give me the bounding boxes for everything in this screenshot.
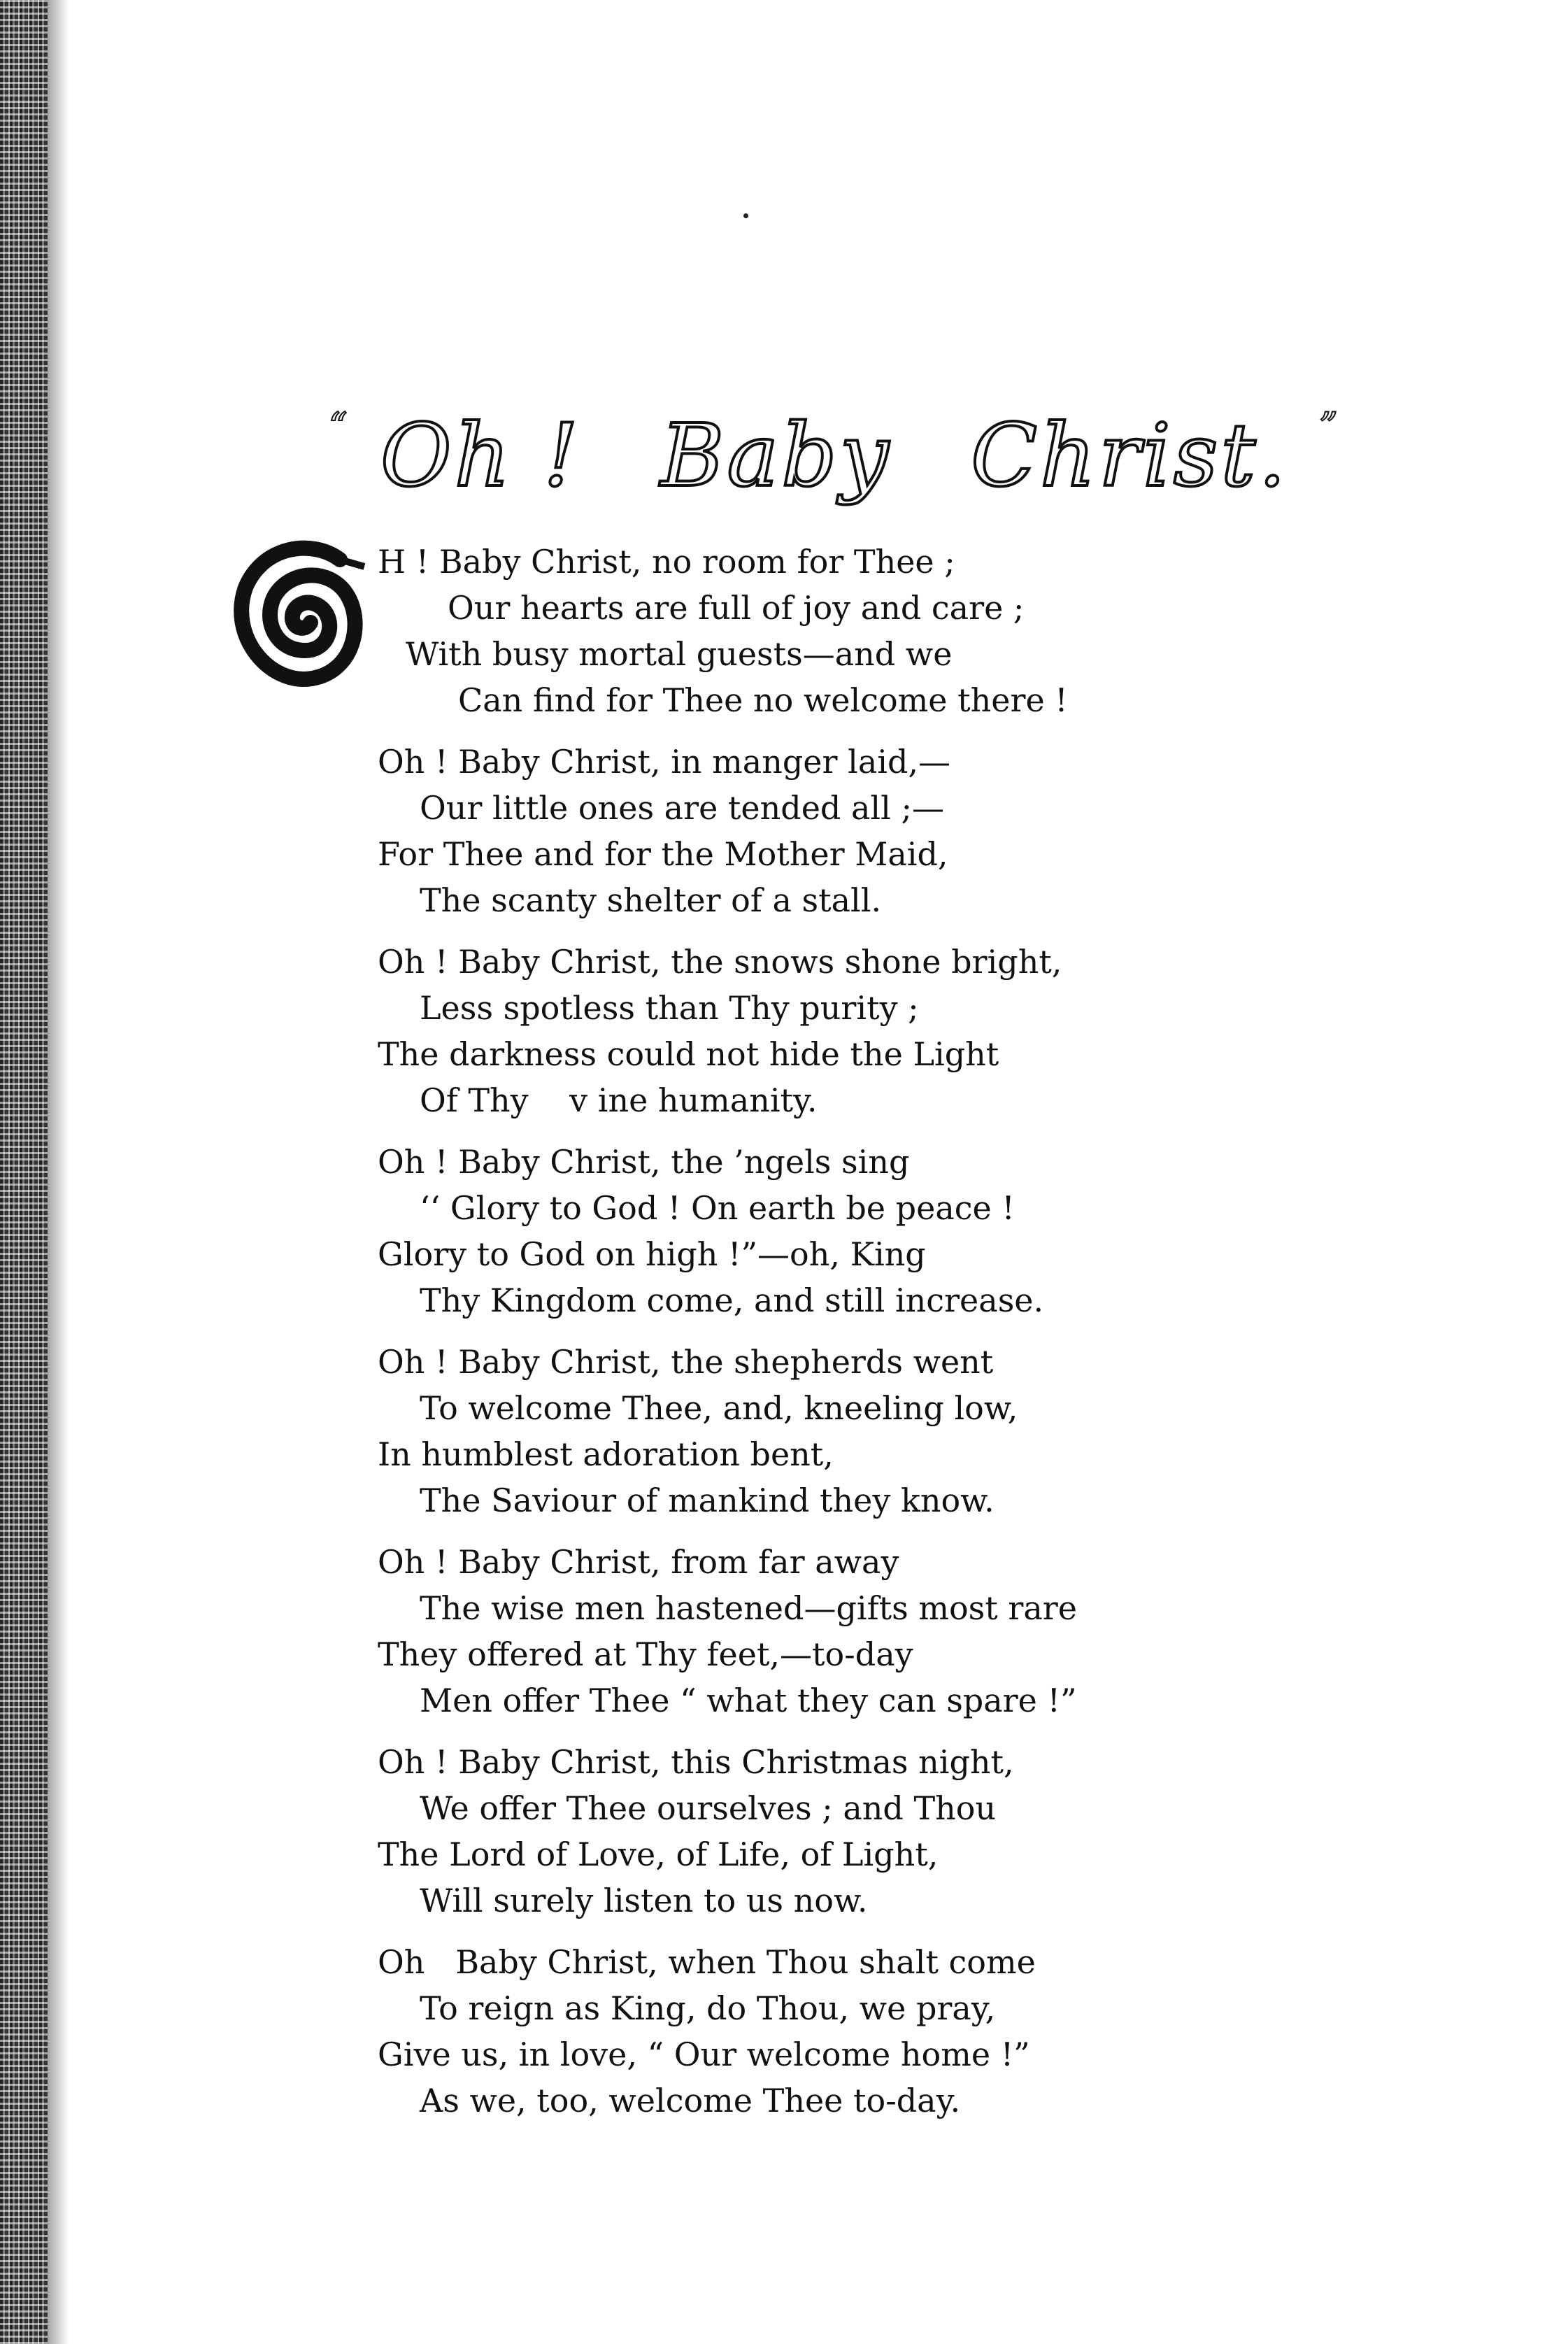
stanza-5: [378, 1339, 1469, 1523]
poem-line: Glory to God on high !”—oh, King: [378, 1235, 926, 1273]
poem-line: H ! Baby Christ, no room for Thee ;: [378, 543, 955, 581]
poem-line: Less spotless than Thy purity ;: [420, 989, 919, 1027]
title-close-quote: ”: [1319, 406, 1341, 448]
stanza-7: [378, 1739, 1469, 1924]
poem-line: The darkness could not hide the Light: [378, 1035, 999, 1073]
poem-line: Our hearts are full of joy and care ;: [448, 589, 1025, 627]
poem-line: They offered at Thy feet,—to-day: [378, 1635, 913, 1673]
speck-mark: [743, 213, 748, 218]
stanza-3: [378, 939, 1469, 1123]
poem-line: ‘‘ Glory to God ! On earth be peace !: [420, 1189, 1015, 1227]
title-word-baby: Baby: [660, 406, 892, 506]
poem-line: Oh ! Baby Christ, this Christmas night,: [378, 1743, 1014, 1781]
poem-line: Oh ! Baby Christ, the ’ngels sing: [378, 1143, 910, 1181]
title-open-quote: “: [329, 406, 350, 448]
poem-line: The Saviour of mankind they know.: [420, 1482, 995, 1519]
poem-line: To welcome Thee, and, kneeling low,: [420, 1389, 1018, 1427]
poem-line: Give us, in love, “ Our welcome home !”: [378, 2036, 1030, 2073]
stanza-6: [378, 1539, 1469, 1724]
poem-line: Oh Baby Christ, when Thou shalt come: [378, 1943, 1036, 1981]
poem-line: Oh ! Baby Christ, in manger laid,—: [378, 743, 951, 781]
poem-title: [329, 406, 1341, 525]
poem-line: Will surely listen to us now.: [420, 1882, 868, 1919]
stanza-1: [378, 539, 1469, 723]
poem-line: The wise men hastened—gifts most rare: [420, 1589, 1077, 1627]
poem-line: Can find for Thee no welcome there !: [458, 681, 1068, 719]
poem-line: Oh ! Baby Christ, the shepherds went: [378, 1343, 994, 1381]
poem-line: Thy Kingdom come, and still increase.: [420, 1281, 1044, 1319]
poem-line: We offer Thee ourselves ; and Thou: [420, 1789, 997, 1827]
poem-line: Men offer Thee “ what they can spare !”: [420, 1682, 1077, 1719]
poem-line: Our little ones are tended all ;—: [420, 789, 944, 827]
poem-body: [378, 539, 1469, 2139]
title-word-oh: Oh !: [380, 406, 581, 506]
poem-line: To reign as King, do Thou, we pray,: [420, 1989, 996, 2027]
poem-line: As we, too, welcome Thee to-day.: [420, 2082, 961, 2119]
title-word-christ: Christ.: [971, 406, 1289, 506]
poem-line: In humblest adoration bent,: [378, 1435, 834, 1473]
poem-line: The Lord of Love, of Life, of Light,: [378, 1835, 939, 1873]
poem-line: For Thee and for the Mother Maid,: [378, 835, 948, 873]
drop-cap-spiral-o: [235, 528, 368, 692]
poem-line: Oh ! Baby Christ, the snows shone bright,: [378, 943, 1062, 981]
poem-line: Oh ! Baby Christ, from far away: [378, 1543, 899, 1581]
stanza-2: [378, 739, 1469, 923]
page-edge-shadow: [48, 0, 69, 2344]
scanned-page-edge: [0, 0, 48, 2344]
stanza-4: [378, 1139, 1469, 1323]
poem-line: Of Thy v ine humanity.: [420, 1081, 818, 1119]
drop-cap-letter: O: [235, 528, 245, 541]
poem-line: The scanty shelter of a stall.: [420, 881, 882, 919]
stanza-8: [378, 1939, 1469, 2124]
poem-line: With busy mortal guests—and we: [406, 635, 953, 673]
